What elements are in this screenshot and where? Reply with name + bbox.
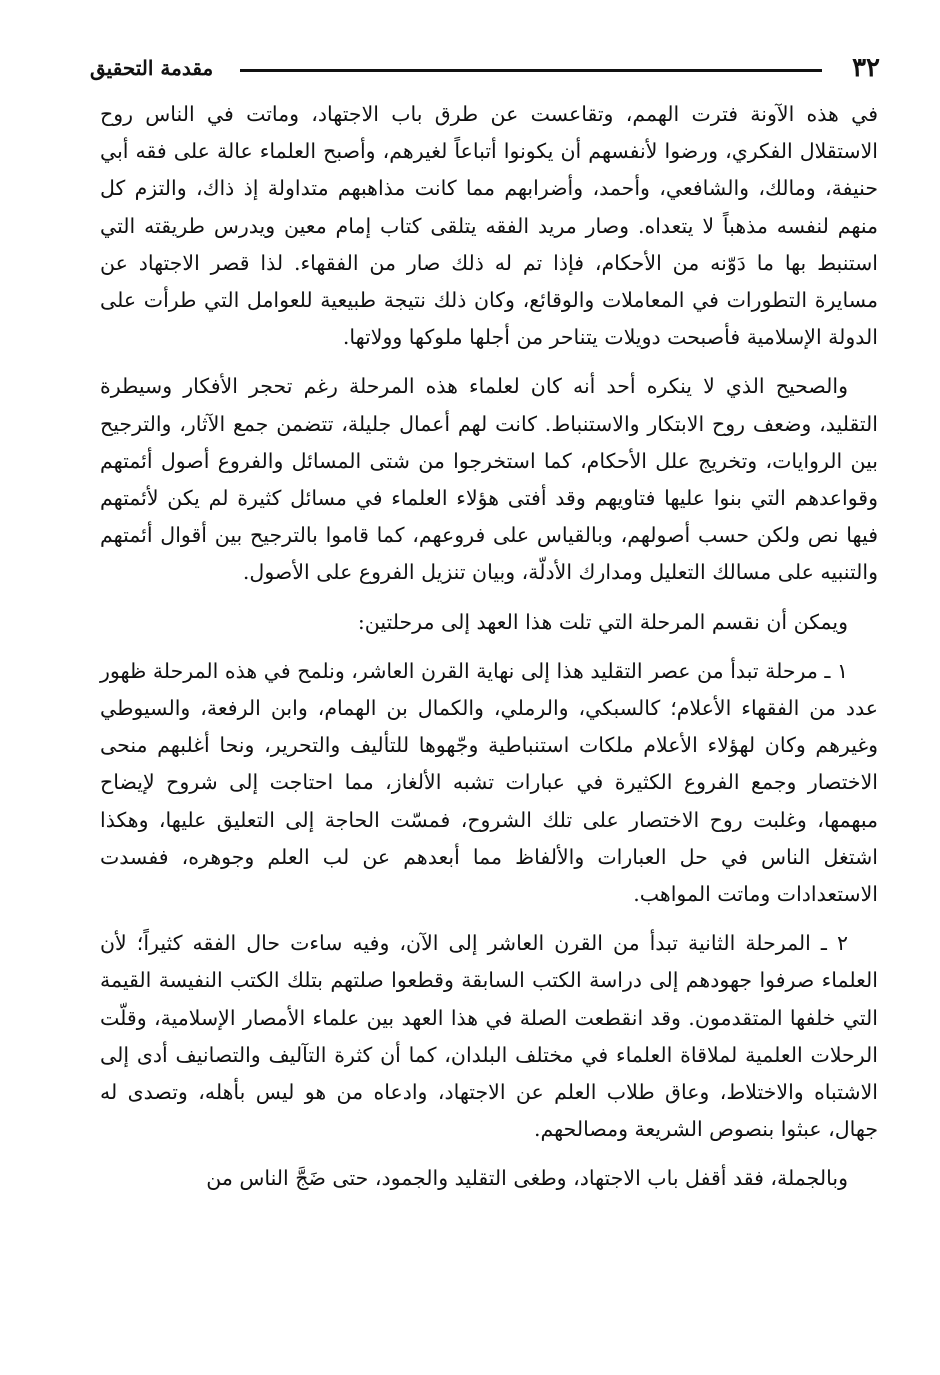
- paragraph-continuation: في هذه الآونة فترت الهمم، وتقاعست عن طرق باب الاجتهاد، وماتت في الناس روح الاستقلال الفكري، ورضوا لأنفسهم أن يكونوا أتباعاً لغيرهم، وأصبح العلماء عالة على فقه أبي حنيفة، ومالك، والشافعي، وأحمد، وأضرابهم مما كانت مذاهبهم متداولة إذ ذاك، والتزم كل منهم لنفسه مذهباً لا يتعداه. وصار مريد الفقه يتلقى كتاب إمام معين ويدرس طريقته التي استنبط بها ما دَوّنه من الأحكام، فإذا تم له ذلك صار من الفقهاء. لذا قصر الاجتهاد عن مسايرة التطورات في المعاملات والوقائع، وكان ذلك نتيجة طبيعية للعوامل التي طرأت على الدولة الإسلامية فأصبحت دويلات يتناحر من أجلها ملوكها وولاتها.: [100, 102, 878, 350]
- page-header: [90, 48, 880, 88]
- paragraph-stage-two: ٢ ـ المرحلة الثانية تبدأ من القرن العاشر إلى الآن، وفيه ساءت حال الفقه كثيراً؛ لأن العلماء صرفوا جهودهم إلى دراسة الكتب السابقة وقطعوا صلتهم بتلك الكتب النفيسة القيمة التي خلفها المتقدمون. وقد انقطعت الصلة في هذا العهد بين علماء الأمصار الإسلامية، وقلّت الرحلات العلمية لملاقاة العلماء في مختلف البلدان، كما أن كثرة التآليف والتصانيف أدى إلى الاشتباه والاختلاط، وعاق طلاب العلم عن الاجتهاد، وادعاه من هو ليس بأهله، وتصدى له جهال، عبثوا بنصوص الشريعة ومصالحهم.: [100, 931, 878, 1142]
- body-text: [100, 96, 878, 1198]
- paragraph-stage-one: ١ ـ مرحلة تبدأ من عصر التقليد هذا إلى نهاية القرن العاشر، ونلمح في هذه المرحلة ظهور عدد من الفقهاء الأعلام؛ كالسبكي، والرملي، والكمال بن الهمام، وابن الرفعة، والسيوطي وغيرهم وكان لهؤلاء الأعلام ملكات استنباطية وجّهوها للتأليف والتحرير، ونحا أغلبهم منحى الاختصار وجمع الفروع الكثيرة في عبارات تشبه الألغاز، مما احتاجت إلى شروح لإيضاح مبهمها، وغلبت روح الاختصار على تلك الشروح، فمسّت الحاجة إلى التعليق عليها، وهكذا اشتغل الناس في حل العبارات والألفاظ مما أبعدهم عن لب العلم وجوهره، ففسدت الاستعدادات وماتت المواهب.: [100, 658, 878, 907]
- page-number: ٣٢: [852, 53, 880, 83]
- header-rule: [240, 69, 822, 72]
- running-title: مقدمة التحقيق: [90, 56, 214, 80]
- paragraph-final: وبالجملة، فقد أقفل باب الاجتهاد، وطغى التقليد والجمود، حتى ضَجَّ الناس من: [206, 1166, 848, 1191]
- paragraph: والصحيح الذي لا ينكره أحد أنه كان لعلماء هذه المرحلة رغم تحجر الأفكار وسيطرة التقليد، وضعف روح الابتكار والاستنباط. كانت لهم أعمال جليلة، تتضمن جمع الآثار، والترجيح بين الروايات، وتخريج علل الأحكام، كما استخرجوا من شتى المسائل والفروع أصول أئمتهم وقواعدهم التي بنوا عليها فتاويهم وقد أفتى هؤلاء العلماء في مسائل كثيرة لم يكن لأئمتهم فيها نص ولكن حسب أصولهم، وبالقياس على فروعهم، كما قاموا بالترجيح بين أقوال أئمتهم والتنبيه على مسالك التعليل ومدارك الأدلّة، وبيان تنزيل الفروع على الأصول.: [100, 374, 878, 585]
- paragraph-intro: ويمكن أن نقسم المرحلة التي تلت هذا العهد إلى مرحلتين:: [357, 609, 848, 634]
